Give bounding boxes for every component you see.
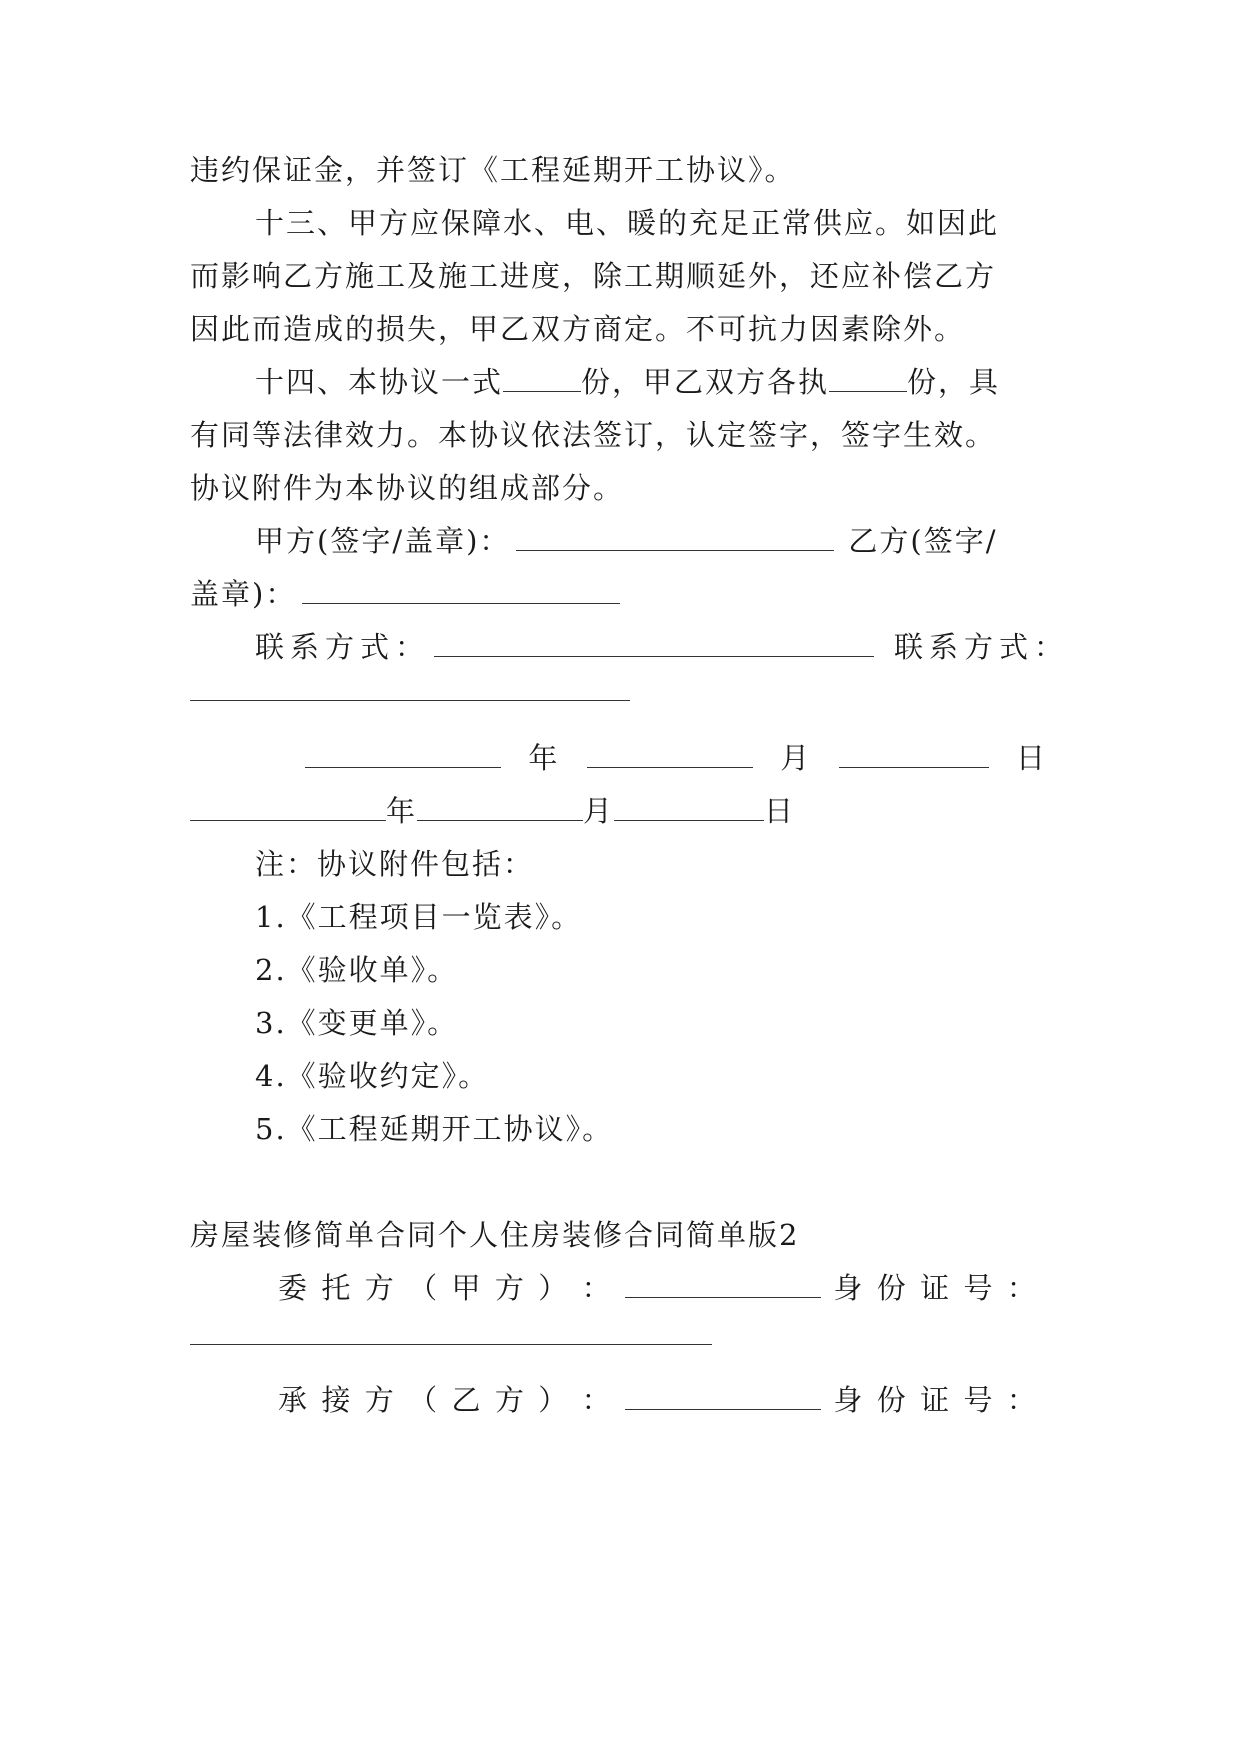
party-b-contact-label: 联系方式：: [894, 630, 1070, 664]
day-label: 日: [764, 794, 796, 828]
party-b-signature-label: 乙方(签字/: [848, 524, 998, 558]
client-label-char: 委: [278, 1271, 310, 1305]
client-id-blank: [190, 1344, 712, 1345]
party-b-date-line: [190, 791, 1070, 831]
id-label-char: 份: [876, 1271, 908, 1305]
client-label-char: ）: [538, 1271, 570, 1305]
party-b-contact-blank: [190, 700, 630, 701]
id-label-char: 身: [833, 1383, 865, 1417]
signature-line-cont: [190, 574, 1070, 614]
client-label-char: ：: [581, 1271, 613, 1305]
attachment-item: 2.《验收单》。: [255, 953, 459, 987]
id-label-char: 证: [920, 1271, 952, 1305]
attachment-item: 1.《工程项目一览表》。: [255, 900, 583, 934]
id-label-char: 份: [876, 1383, 908, 1417]
id-label-char: 号: [963, 1271, 995, 1305]
client-label-char: 方: [494, 1271, 526, 1305]
party-a-signature-label: 甲方(签字/盖章)：: [255, 524, 511, 558]
party-a-contact-label: 联系方式：: [255, 630, 431, 664]
clause-13-line: 十三、甲方应保障水、电、暖的充足正常供应。如因此: [255, 206, 1000, 240]
year-label: 年: [528, 741, 560, 775]
contractor-label-char: 方: [364, 1383, 396, 1417]
contractor-line: [278, 1380, 1038, 1420]
text-line: 协议附件为本协议的组成部分。: [190, 471, 625, 505]
client-label-char: 方: [364, 1271, 396, 1305]
signature-line: [255, 521, 1070, 561]
text-line: 因此而造成的损失，甲乙双方商定。不可抗力因素除外。: [190, 312, 966, 346]
day-blank: [614, 792, 764, 821]
month-blank: [417, 792, 583, 821]
text-line: 违约保证金，并签订《工程延期开工协议》。: [190, 153, 796, 187]
party-b-signature-blank: [302, 575, 620, 604]
party-a-signature-blank: [516, 522, 834, 551]
clause-14-text-a: 十四、本协议一式: [255, 365, 504, 399]
day-label: 日: [1015, 741, 1047, 775]
id-label-char: 号: [963, 1383, 995, 1417]
copies-each-blank: [829, 363, 907, 392]
text-line: 有同等法律效力。本协议依法签订，认定签字，签字生效。: [190, 418, 997, 452]
client-label-char: 甲: [451, 1271, 483, 1305]
party-a-contact-blank: [434, 628, 874, 657]
copies-blank: [503, 363, 581, 392]
id-label-char: 身: [833, 1271, 865, 1305]
text-line: 而影响乙方施工及施工进度，除工期顺延外，还应补偿乙方: [190, 259, 997, 293]
contractor-name-blank: [625, 1381, 821, 1410]
attachments-note: 注：协议附件包括：: [255, 847, 535, 881]
contractor-label-char: 承: [278, 1383, 310, 1417]
month-label: 月: [583, 794, 615, 828]
attachment-item: 4.《验收约定》。: [255, 1059, 490, 1093]
contractor-label-char: 乙: [451, 1383, 483, 1417]
stamp-label: 盖章)：: [190, 577, 297, 611]
client-line: [278, 1268, 1038, 1308]
client-label-char: 托: [321, 1271, 353, 1305]
month-label: 月: [780, 741, 812, 775]
contractor-label-char: 方: [494, 1383, 526, 1417]
day-blank: [839, 739, 989, 768]
month-blank: [587, 739, 753, 768]
year-blank: [190, 792, 386, 821]
contractor-label-char: 接: [321, 1383, 353, 1417]
contact-line: [255, 627, 1070, 667]
party-a-date-line: [305, 738, 1047, 778]
client-name-blank: [625, 1269, 821, 1298]
id-label-char: 证: [920, 1383, 952, 1417]
id-label-char: ：: [1006, 1383, 1038, 1417]
year-label: 年: [386, 794, 418, 828]
client-label-char: （: [408, 1271, 440, 1305]
attachment-item: 5.《工程延期开工协议》。: [255, 1112, 614, 1146]
contractor-label-char: ）: [538, 1383, 570, 1417]
clause-14-line: [255, 362, 1070, 402]
clause-14-text-c: 份，具: [907, 365, 1001, 399]
attachment-item: 3.《变更单》。: [255, 1006, 459, 1040]
clause-14-text-b: 份，甲乙双方各执: [581, 365, 830, 399]
year-blank: [305, 739, 501, 768]
id-label-char: ：: [1006, 1271, 1038, 1305]
section-heading: 房屋装修简单合同个人住房装修合同简单版2: [190, 1218, 800, 1252]
contractor-label-char: （: [408, 1383, 440, 1417]
contractor-label-char: ：: [581, 1383, 613, 1417]
